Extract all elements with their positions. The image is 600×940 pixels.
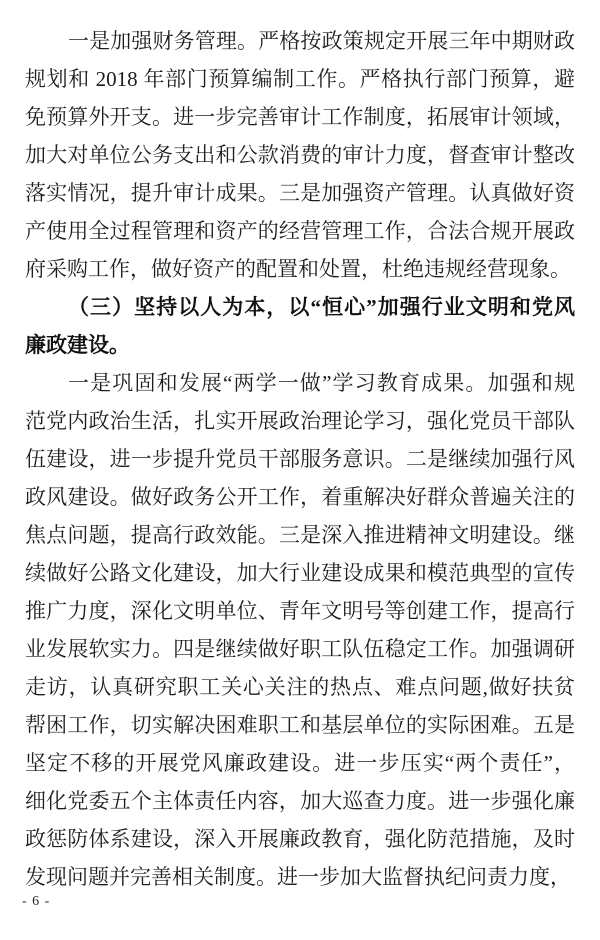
text-line: 发现问题并完善相关制度。进一步加大监督执纪问责力度， [25, 865, 571, 889]
text-line: 产使用全过程管理和资产的经营管理工作，合法合规开展政 [25, 219, 575, 243]
text-line: 推广力度，深化文明单位、青年文明号等创建工作，提高行 [25, 599, 575, 623]
text-line: 续做好公路文化建设，加大行业建设成果和模范典型的宣传 [25, 561, 575, 585]
paragraph [25, 364, 575, 896]
text-line: 规划和 2018 年部门预算编制工作。严格执行部门预算，避 [25, 67, 575, 91]
text-line: 细化党委五个主体责任内容，加大巡查力度。进一步强化廉 [25, 789, 575, 813]
text-line: 廉政建设。 [25, 333, 130, 357]
text-line: 免预算外开支。进一步完善审计工作制度，拓展审计领域， [25, 105, 575, 129]
text-line: 走访，认真研究职工关心关注的热点、难点问题,做好扶贫 [25, 675, 575, 699]
paragraph [25, 22, 575, 288]
text-line: 一是加强财务管理。严格按政策规定开展三年中期财政 [68, 29, 575, 53]
text-line: 范党内政治生活，扎实开展政治理论学习，强化党员干部队 [25, 409, 575, 433]
text-line: 伍建设，进一步提升党员干部服务意识。二是继续加强行风 [25, 447, 575, 471]
text-line: 府采购工作，做好资产的配置和处置，杜绝违规经营现象。 [25, 257, 571, 281]
text-line: 业发展软实力。四是继续做好职工队伍稳定工作。加强调研 [25, 637, 575, 661]
text-line: 坚定不移的开展党风廉政建设。进一步压实“两个责任”， [25, 751, 575, 775]
page-number: - 6 - [22, 894, 51, 909]
text-line: 政风建设。做好政务公开工作，着重解决好群众普遍关注的 [25, 485, 575, 509]
text-line: 焦点问题，提高行政效能。三是深入推进精神文明建设。继 [25, 523, 575, 547]
text-line: （三）坚持以人为本，以“恒心”加强行业文明和党风 [68, 295, 575, 319]
text-line: 落实情况，提升审计成果。三是加强资产管理。认真做好资 [25, 181, 575, 205]
text-line: 帮困工作，切实解决困难职工和基层单位的实际困难。五是 [25, 713, 575, 737]
text-line: 政惩防体系建设，深入开展廉政教育，强化防范措施，及时 [25, 827, 575, 851]
section-heading [25, 288, 575, 364]
document-body [25, 22, 575, 896]
text-line: 加大对单位公务支出和公款消费的审计力度，督查审计整改 [25, 143, 575, 167]
text-line: 一是巩固和发展“两学一做”学习教育成果。加强和规 [68, 371, 575, 395]
